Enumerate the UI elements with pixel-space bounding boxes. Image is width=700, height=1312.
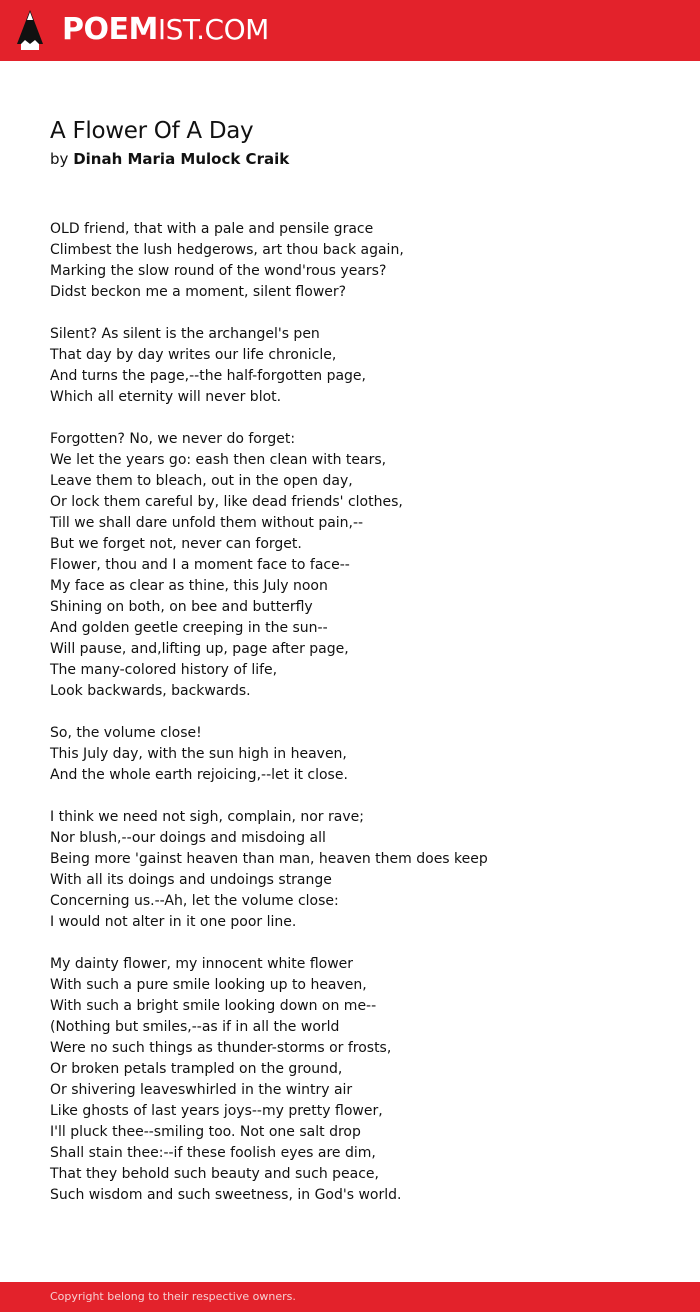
poem-title: A Flower Of A Day <box>50 118 254 144</box>
poem-line: I'll pluck thee--smiling too. Not one salt drop <box>50 1124 361 1140</box>
poem-line: Till we shall dare unfold them without pain,-- <box>50 515 364 531</box>
poem-line: But we forget not, never can forget. <box>50 536 302 552</box>
poem-line: Shining on both, on bee and butterfly <box>50 599 313 615</box>
stanza <box>50 807 670 933</box>
logo-light-text: IST.COM <box>157 13 269 46</box>
poem-line: Such wisdom and such sweetness, in God's world. <box>50 1187 402 1203</box>
copyright-text: Copyright belong to their respective owners. <box>50 1290 296 1303</box>
poem-line: Silent? As silent is the archangel's pen <box>50 326 320 342</box>
poem-line: And the whole earth rejoicing,--let it close. <box>50 767 348 783</box>
poem-line: Concerning us.--Ah, let the volume close: <box>50 893 339 909</box>
site-logo[interactable] <box>62 10 269 50</box>
poem-line: Didst beckon me a moment, silent flower? <box>50 284 347 300</box>
poem-line: Being more 'gainst heaven than man, heaven them does keep <box>50 851 488 867</box>
poem-line: With such a pure smile looking up to heaven, <box>50 977 367 993</box>
poem-line: I think we need not sigh, complain, nor rave; <box>50 809 364 825</box>
poem-line: Marking the slow round of the wond'rous years? <box>50 263 387 279</box>
poem-line: That they behold such beauty and such peace, <box>50 1166 379 1182</box>
poem-line: Will pause, and,lifting up, page after page, <box>50 641 349 657</box>
poem-line: This July day, with the sun high in heaven, <box>50 746 347 762</box>
poem-line: Or lock them careful by, like dead friends' clothes, <box>50 494 403 510</box>
poem-line: Flower, thou and I a moment face to face-- <box>50 557 350 573</box>
poem-line: Look backwards, backwards. <box>50 683 251 699</box>
poem-line: With such a bright smile looking down on me-- <box>50 998 377 1014</box>
poem-line: OLD friend, that with a pale and pensile grace <box>50 221 374 237</box>
poem-line: And golden geetle creeping in the sun-- <box>50 620 328 636</box>
poem-line: With all its doings and undoings strange <box>50 872 332 888</box>
stanza <box>50 429 670 702</box>
poem-line: We let the years go: eash then clean with tears, <box>50 452 387 468</box>
poem-line: Like ghosts of last years joys--my pretty flower, <box>50 1103 383 1119</box>
poem-line: Shall stain thee:--if these foolish eyes are dim, <box>50 1145 376 1161</box>
by-label: by <box>50 150 69 168</box>
site-footer <box>0 1282 700 1312</box>
poem-line: Were no such things as thunder-storms or frosts, <box>50 1040 392 1056</box>
poem-line: (Nothing but smiles,--as if in all the world <box>50 1019 340 1035</box>
stanza <box>50 324 670 408</box>
stanza <box>50 954 670 1206</box>
author-name[interactable]: Dinah Maria Mulock Craik <box>73 150 290 168</box>
poem-line: My dainty flower, my innocent white flower <box>50 956 354 972</box>
poem-line: So, the volume close! <box>50 725 202 741</box>
stanza <box>50 723 670 786</box>
site-header <box>0 0 700 61</box>
poem-line: Or broken petals trampled on the ground, <box>50 1061 343 1077</box>
poem-line: My face as clear as thine, this July noon <box>50 578 328 594</box>
logo-bold-text: POEM <box>62 12 158 47</box>
byline <box>50 148 289 170</box>
poem-line: That day by day writes our life chronicle, <box>50 347 337 363</box>
poem-line: Forgotten? No, we never do forget: <box>50 431 296 447</box>
stanza <box>50 219 670 303</box>
pencil-icon[interactable] <box>17 10 43 52</box>
poem-line: I would not alter in it one poor line. <box>50 914 297 930</box>
poem-line: The many-colored history of life, <box>50 662 278 678</box>
poem-line: Or shivering leaveswhirled in the wintry air <box>50 1082 353 1098</box>
poem-line: Nor blush,--our doings and misdoing all <box>50 830 326 846</box>
poem-body <box>50 219 670 1227</box>
poem-line: Which all eternity will never blot. <box>50 389 282 405</box>
poem-line: And turns the page,--the half-forgotten page, <box>50 368 366 384</box>
poem-line: Climbest the lush hedgerows, art thou back again, <box>50 242 404 258</box>
poem-line: Leave them to bleach, out in the open day, <box>50 473 353 489</box>
